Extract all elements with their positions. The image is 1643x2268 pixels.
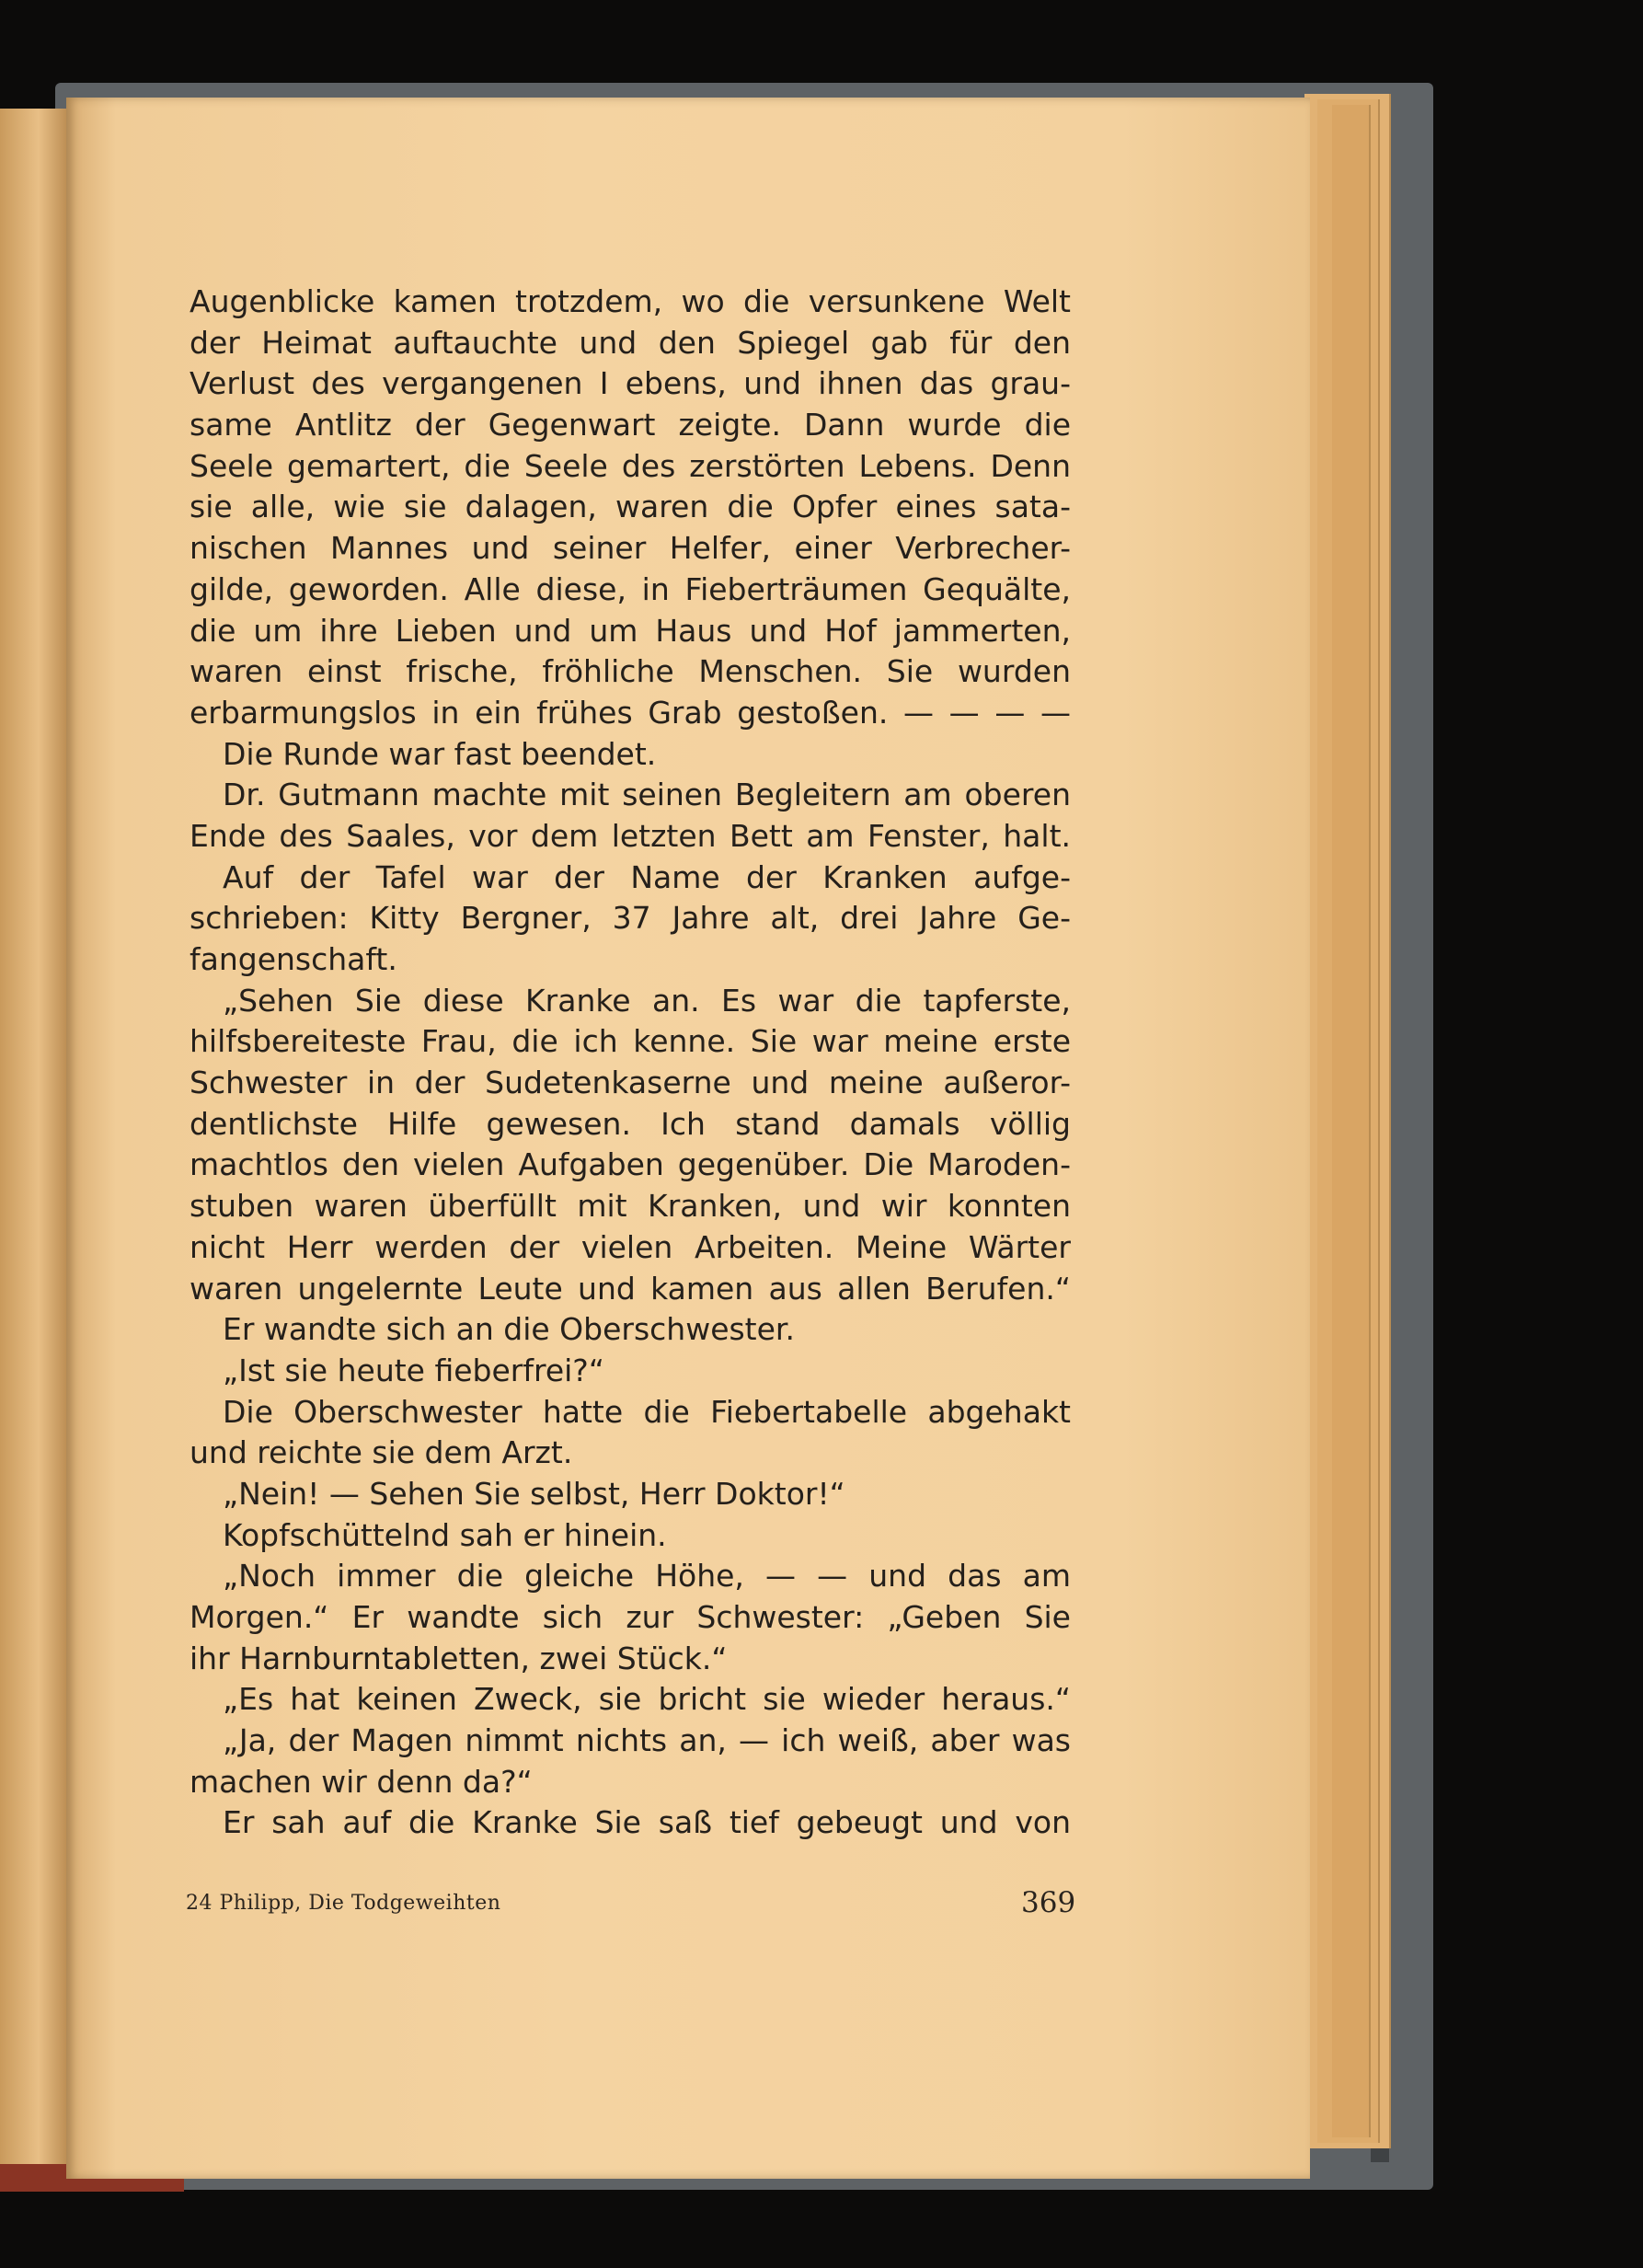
text-line: Morgen.“ Er wandte sich zur Schwester: „Geben Sie: [190, 1599, 1071, 1635]
text-line: der Heimat auftauchte und den Spiegel gab für den: [190, 324, 1071, 361]
text-line: same Antlitz der Gegenwart zeigte. Dann wurde die: [190, 407, 1071, 443]
footer-signature: 24 Philipp, Die Todgeweihten: [186, 1892, 501, 1915]
text-line: „Ist sie heute fieberfrei?“: [223, 1352, 604, 1388]
text-line: Kopfschüttelnd sah er hinein.: [223, 1516, 667, 1553]
text-line: Verlust des vergangenen I ebens, und ihnen das grau-: [190, 365, 1071, 402]
text-line: ihr Harnburntabletten, zwei Stück.“: [190, 1640, 728, 1676]
text-line: Schwester in der Sudetenkaserne und meine außeror-: [190, 1065, 1071, 1101]
text-line: sie alle, wie sie dalagen, waren die Opfer eines sata-: [190, 489, 1071, 525]
text-line: Er wandte sich an die Oberschwester.: [223, 1311, 795, 1348]
text-line: machtlos den vielen Aufgaben gegenüber. Die Maroden-: [190, 1146, 1071, 1183]
text-line: nicht Herr werden der vielen Arbeiten. Meine Wärter: [190, 1228, 1071, 1265]
text-line: fangenschaft.: [190, 941, 397, 977]
text-line: waren ungelernte Leute und kamen aus allen Berufen.“: [190, 1270, 1071, 1307]
text-line: machen wir denn da?“: [190, 1763, 533, 1800]
text-line: Er sah auf die Kranke Sie saß tief gebeugt und von: [223, 1804, 1071, 1841]
body-text: [190, 282, 1071, 1844]
text-line: die um ihre Lieben und um Haus und Hof jammerten,: [190, 612, 1071, 649]
text-line: „Ja, der Magen nimmt nichts an, — ich weiß, aber was: [223, 1722, 1071, 1759]
text-line: Auf der Tafel war der Name der Kranken aufge-: [223, 858, 1071, 895]
text-line: hilfsbereiteste Frau, die ich kenne. Sie war meine erste: [190, 1023, 1071, 1060]
text-line: gilde, geworden. Alle diese, in Fieberträumen Gequälte,: [190, 570, 1071, 607]
left-facing-page: [0, 109, 70, 2190]
text-line: „Nein! — Sehen Sie selbst, Herr Doktor!“: [223, 1475, 845, 1512]
text-line: Augenblicke kamen trotzdem, wo die versunkene Welt: [190, 283, 1071, 319]
text-line: erbarmungslos in ein frühes Grab gestoßen. — — — —: [190, 694, 1071, 731]
text-line: waren einst frische, fröhliche Menschen. Sie wurden: [190, 653, 1071, 690]
text-line: dentlichste Hilfe gewesen. Ich stand damals völlig: [190, 1105, 1071, 1142]
text-line: stuben waren überfüllt mit Kranken, und wir konnten: [190, 1188, 1071, 1225]
text-line: Die Runde war fast beendet.: [223, 735, 657, 772]
page-edge: [1332, 105, 1371, 2137]
text-line: und reichte sie dem Arzt.: [190, 1434, 573, 1471]
text-line: Die Oberschwester hatte die Fiebertabelle abgehakt: [223, 1393, 1071, 1430]
text-line: „Sehen Sie diese Kranke an. Es war die tapferste,: [223, 982, 1071, 1019]
text-line: Ende des Saales, vor dem letzten Bett am Fenster, halt.: [190, 817, 1071, 854]
text-line: „Es hat keinen Zweck, sie bricht sie wieder heraus.“: [223, 1681, 1071, 1718]
text-line: Dr. Gutmann machte mit seinen Begleitern am oberen: [223, 777, 1071, 813]
text-line: „Noch immer die gleiche Höhe, — — und das am: [223, 1558, 1071, 1595]
text-line: Seele gemartert, die Seele des zerstörten Lebens. Denn: [190, 447, 1071, 484]
text-line: nischen Mannes und seiner Helfer, einer Verbrecher-: [190, 530, 1071, 567]
text-line: schrieben: Kitty Bergner, 37 Jahre alt, drei Jahre Ge-: [190, 900, 1071, 937]
page-number: 369: [1021, 1886, 1076, 1919]
